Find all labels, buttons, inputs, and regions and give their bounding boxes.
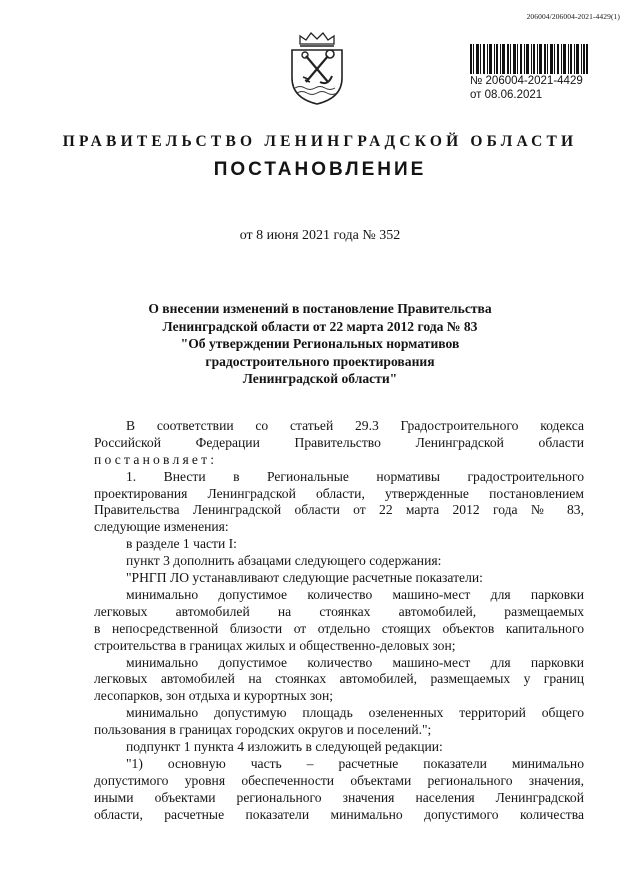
subject-line: Ленинградской области от 22 марта 2012 года № 83 — [162, 318, 478, 334]
document-subject — [120, 300, 520, 388]
coat-of-arms-icon — [286, 30, 348, 106]
body-line: "1) основную часть – расчетные показатели минимально — [126, 755, 584, 771]
document-date-number: от 8 июня 2021 года № 352 — [239, 228, 401, 243]
body-line: лесопарков, зон отдыха и курортных зон; — [94, 688, 334, 704]
subject-line: Ленинградской области" — [242, 371, 398, 386]
body-line: Правительства Ленинградской области от 22 марта 2012 года № 83, — [94, 502, 584, 518]
body-line: следующие изменения: — [94, 519, 229, 535]
registration-date: от 08.06.2021 — [470, 89, 543, 101]
body-line: области, расчетные показатели минимально допустимого количества — [94, 806, 584, 822]
subject-line: градостроительного проектирования — [205, 353, 435, 369]
document-body — [94, 418, 584, 824]
body-line: "РНГП ЛО устанавливают следующие расчетные показатели: — [126, 570, 483, 586]
body-line: проектирования Ленинградской области, утвержденные постановлением — [94, 485, 584, 501]
body-line: легковых автомобилей на стоянках автомобилей, размещаемых — [94, 603, 584, 619]
body-line: минимально допустимую площадь озелененных территорий общего — [126, 705, 584, 721]
body-line: постановляет: — [94, 451, 218, 467]
body-line: легковых автомобилей на стоянках автомобилей, размещаемых у границ — [94, 671, 584, 687]
body-line: пользования в границах городских округов и поселений."; — [94, 722, 432, 738]
body-line: Российской Федерации Правительство Ленинградской области — [94, 434, 584, 450]
body-line: строительства в границах жилых и общественно-деловых зон; — [94, 637, 456, 653]
subject-line: "Об утверждении Региональных нормативов — [180, 336, 460, 351]
body-line: пункт 3 дополнить абзацами следующего содержания: — [126, 553, 442, 569]
body-line: минимально допустимое количество машино-мест для парковки — [126, 586, 584, 602]
body-line: В соответствии со статьей 29.3 Градостроительного кодекса — [126, 418, 584, 433]
barcode-icon — [470, 44, 588, 74]
government-title: ПРАВИТЕЛЬСТВО ЛЕНИНГРАДСКОЙ ОБЛАСТИ — [62, 133, 578, 150]
body-line: допустимого уровня обеспеченности объектами регионального значения, — [94, 772, 584, 788]
registration-number: № 206004-2021-4429 — [470, 75, 583, 87]
top-reference-number: 206004/206004-2021-4429(1) — [526, 12, 620, 21]
body-line: 1. Внести в Региональные нормативы градостроительного — [126, 468, 584, 484]
body-line: в разделе 1 части I: — [126, 536, 237, 552]
body-line: в непосредственной близости от отдельно стоящих объектов капитального — [94, 620, 584, 636]
body-line: подпункт 1 пункта 4 изложить в следующей редакции: — [126, 739, 443, 755]
document-type: ПОСТАНОВЛЕНИЕ — [213, 159, 427, 180]
body-line: минимально допустимое количество машино-мест для парковки — [126, 654, 584, 670]
subject-line: О внесении изменений в постановление Правительства — [148, 301, 492, 316]
body-line: иными объектами регионального значения населения Ленинградской — [94, 789, 584, 805]
